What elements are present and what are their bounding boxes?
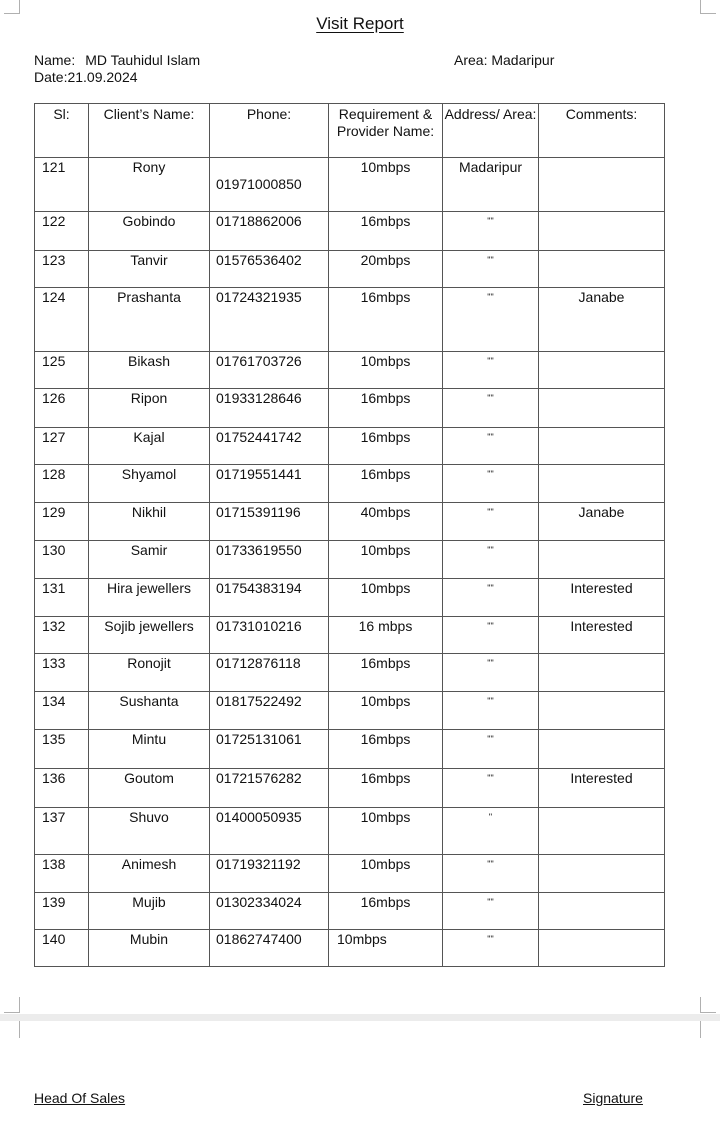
- table-row: [35, 730, 665, 769]
- row-phone-text: 01971000850: [216, 176, 302, 192]
- row-comment: [539, 389, 665, 428]
- table-row: [35, 930, 665, 967]
- row-comment: [539, 654, 665, 692]
- row-address: "": [443, 465, 539, 503]
- row-address: "": [443, 212, 539, 251]
- page-corner-mark: [4, 1020, 20, 1038]
- row-address: "": [443, 541, 539, 579]
- row-address: "": [443, 352, 539, 389]
- row-address: "": [443, 692, 539, 730]
- row-comment: [539, 930, 665, 967]
- page-corner-mark: [700, 0, 716, 14]
- row-sl: 131: [35, 579, 89, 617]
- row-sl: 133: [35, 654, 89, 692]
- row-phone: 01731010216: [210, 617, 329, 654]
- table-row: [35, 893, 665, 930]
- row-comment: [539, 692, 665, 730]
- row-address: "": [443, 389, 539, 428]
- table-row: [35, 288, 665, 352]
- name-line: [34, 52, 200, 68]
- row-sl: 126: [35, 389, 89, 428]
- row-requirement: 16mbps: [329, 893, 443, 930]
- row-comment: Janabe: [539, 503, 665, 541]
- row-client-name: Mujib: [89, 893, 210, 930]
- row-phone: 01576536402: [210, 251, 329, 288]
- row-client-name: Prashanta: [89, 288, 210, 352]
- row-client-name: Hira jewellers: [89, 579, 210, 617]
- visit-table: [34, 103, 665, 967]
- header-client-name: Client’s Name:: [89, 104, 210, 158]
- row-phone: 01724321935: [210, 288, 329, 352]
- table-row: [35, 617, 665, 654]
- row-address: "": [443, 930, 539, 967]
- table-row: [35, 808, 665, 855]
- row-phone: 01721576282: [210, 769, 329, 808]
- row-client-name: Tanvir: [89, 251, 210, 288]
- row-phone: 01712876118: [210, 654, 329, 692]
- row-sl: 134: [35, 692, 89, 730]
- page-corner-mark: [700, 997, 716, 1013]
- row-address: "": [443, 855, 539, 893]
- row-comment: [539, 158, 665, 212]
- row-comment: [539, 541, 665, 579]
- row-client-name: Rony: [89, 158, 210, 212]
- row-client-name: Shuvo: [89, 808, 210, 855]
- table-row: [35, 541, 665, 579]
- row-client-name: Animesh: [89, 855, 210, 893]
- row-requirement: 16mbps: [329, 730, 443, 769]
- row-client-name: Shyamol: [89, 465, 210, 503]
- row-phone: 01400050935: [210, 808, 329, 855]
- row-sl: 123: [35, 251, 89, 288]
- row-requirement: 20mbps: [329, 251, 443, 288]
- row-sl: 139: [35, 893, 89, 930]
- name-label: Name:: [34, 52, 76, 68]
- row-requirement: 10mbps: [329, 808, 443, 855]
- row-requirement: 16mbps: [329, 428, 443, 465]
- table-row: [35, 654, 665, 692]
- row-address: "": [443, 503, 539, 541]
- row-phone: 01719551441: [210, 465, 329, 503]
- row-client-name: Kajal: [89, 428, 210, 465]
- row-address: "": [443, 893, 539, 930]
- row-sl: 132: [35, 617, 89, 654]
- row-sl: 136: [35, 769, 89, 808]
- row-requirement: 10mbps: [329, 158, 443, 212]
- row-address: "": [443, 617, 539, 654]
- row-sl: 138: [35, 855, 89, 893]
- row-client-name: Sojib jewellers: [89, 617, 210, 654]
- row-phone: 01761703726: [210, 352, 329, 389]
- row-sl: 127: [35, 428, 89, 465]
- row-comment: [539, 251, 665, 288]
- row-client-name: Ronojit: [89, 654, 210, 692]
- row-requirement: 40mbps: [329, 503, 443, 541]
- table-row: [35, 579, 665, 617]
- row-address: "": [443, 769, 539, 808]
- date-line: Date:21.09.2024: [34, 69, 138, 85]
- table-row: [35, 465, 665, 503]
- row-sl: 121: [35, 158, 89, 212]
- row-comment: [539, 855, 665, 893]
- row-requirement: 16mbps: [329, 769, 443, 808]
- row-phone: 01733619550: [210, 541, 329, 579]
- table-row: [35, 769, 665, 808]
- row-phone: 01302334024: [210, 893, 329, 930]
- row-phone: 01817522492: [210, 692, 329, 730]
- table-header-row: [35, 104, 665, 158]
- row-address: ": [443, 808, 539, 855]
- row-phone: 01718862006: [210, 212, 329, 251]
- row-address: "": [443, 730, 539, 769]
- row-sl: 137: [35, 808, 89, 855]
- row-client-name: Gobindo: [89, 212, 210, 251]
- table-row: [35, 428, 665, 465]
- row-client-name: Goutom: [89, 769, 210, 808]
- row-address: "": [443, 428, 539, 465]
- report-title: Visit Report: [316, 14, 404, 33]
- head-of-sales-label: Head Of Sales: [34, 1090, 126, 1106]
- row-phone: 01752441742: [210, 428, 329, 465]
- row-requirement: 10mbps: [329, 541, 443, 579]
- header-address: Address/ Area:: [443, 104, 539, 158]
- row-requirement: 16mbps: [329, 654, 443, 692]
- row-address: Madaripur: [443, 158, 539, 212]
- row-client-name: Samir: [89, 541, 210, 579]
- row-client-name: Nikhil: [89, 503, 210, 541]
- header-sl: Sl:: [35, 104, 89, 158]
- row-sl: 124: [35, 288, 89, 352]
- row-requirement: 10mbps: [329, 579, 443, 617]
- row-comment: Interested: [539, 617, 665, 654]
- table-row: [35, 503, 665, 541]
- row-requirement: 16mbps: [329, 389, 443, 428]
- row-comment: [539, 465, 665, 503]
- row-sl: 128: [35, 465, 89, 503]
- row-requirement: 10mbps: [329, 352, 443, 389]
- row-requirement: 16mbps: [329, 288, 443, 352]
- header-phone: Phone:: [210, 104, 329, 158]
- header-requirement: Requirement & Provider Name:: [329, 104, 443, 158]
- row-sl: 129: [35, 503, 89, 541]
- page-break: [0, 1014, 720, 1021]
- row-comment: [539, 352, 665, 389]
- row-comment: [539, 893, 665, 930]
- page-corner-mark: [4, 997, 20, 1013]
- row-requirement: 16mbps: [329, 465, 443, 503]
- row-comment: [539, 808, 665, 855]
- row-sl: 130: [35, 541, 89, 579]
- row-phone: 01719321192: [210, 855, 329, 893]
- row-comment: Interested: [539, 579, 665, 617]
- row-requirement: 16 mbps: [329, 617, 443, 654]
- row-sl: 135: [35, 730, 89, 769]
- row-address: "": [443, 579, 539, 617]
- row-requirement: 10mbps: [329, 692, 443, 730]
- row-requirement: 10mbps: [329, 930, 443, 967]
- table-row: [35, 158, 665, 212]
- row-comment: Janabe: [539, 288, 665, 352]
- row-sl: 125: [35, 352, 89, 389]
- table-row: [35, 389, 665, 428]
- table-row: [35, 212, 665, 251]
- row-requirement: 10mbps: [329, 855, 443, 893]
- row-phone: [210, 158, 329, 212]
- area-line: Area: Madaripur: [454, 52, 555, 68]
- page-corner-mark: [700, 1020, 716, 1038]
- row-comment: [539, 428, 665, 465]
- row-client-name: Sushanta: [89, 692, 210, 730]
- row-address: "": [443, 288, 539, 352]
- row-requirement: 16mbps: [329, 212, 443, 251]
- row-phone: 01754383194: [210, 579, 329, 617]
- row-sl: 122: [35, 212, 89, 251]
- row-client-name: Mubin: [89, 930, 210, 967]
- page-corner-mark: [4, 0, 20, 14]
- row-comment: [539, 212, 665, 251]
- row-address: "": [443, 654, 539, 692]
- header-comments: Comments:: [539, 104, 665, 158]
- row-phone: 01725131061: [210, 730, 329, 769]
- row-phone: 01715391196: [210, 503, 329, 541]
- signature-label: Signature: [583, 1090, 643, 1106]
- table-row: [35, 692, 665, 730]
- row-address: "": [443, 251, 539, 288]
- row-sl: 140: [35, 930, 89, 967]
- row-phone: 01862747400: [210, 930, 329, 967]
- row-client-name: Ripon: [89, 389, 210, 428]
- row-phone: 01933128646: [210, 389, 329, 428]
- table-row: [35, 855, 665, 893]
- table-row: [35, 352, 665, 389]
- row-comment: Interested: [539, 769, 665, 808]
- table-row: [35, 251, 665, 288]
- row-client-name: Bikash: [89, 352, 210, 389]
- row-client-name: Mintu: [89, 730, 210, 769]
- row-comment: [539, 730, 665, 769]
- name-value: MD Tauhidul Islam: [85, 52, 201, 68]
